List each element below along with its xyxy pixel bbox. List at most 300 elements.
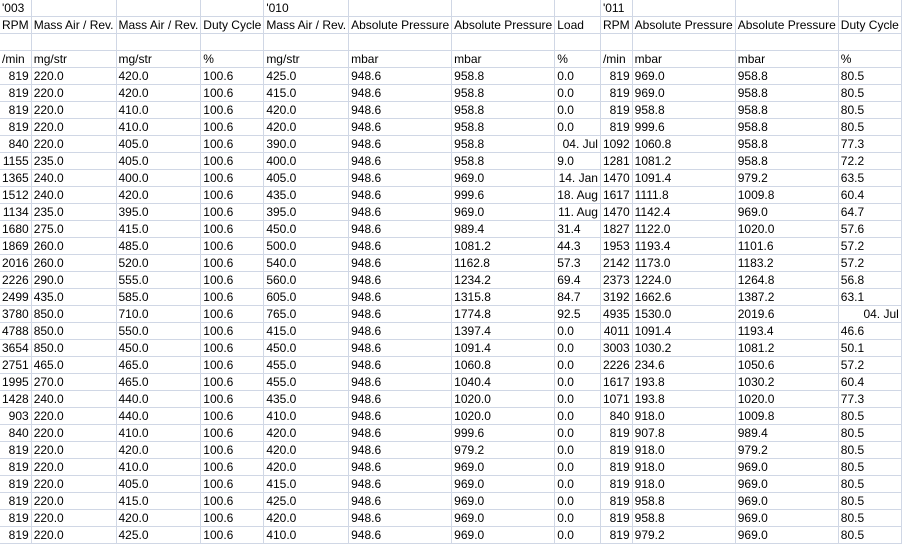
data-cell[interactable]: 948.6 bbox=[349, 459, 452, 476]
data-cell[interactable]: 948.6 bbox=[349, 289, 452, 306]
data-cell[interactable]: 948.6 bbox=[349, 102, 452, 119]
data-cell[interactable]: 235.0 bbox=[31, 153, 116, 170]
data-cell[interactable]: 100.6 bbox=[201, 136, 264, 153]
data-cell[interactable]: 1281 bbox=[600, 153, 632, 170]
data-cell[interactable]: 69.4 bbox=[555, 272, 601, 289]
data-cell[interactable]: 57.2 bbox=[838, 238, 901, 255]
data-cell[interactable]: 850.0 bbox=[31, 340, 116, 357]
data-cell[interactable]: 948.6 bbox=[349, 153, 452, 170]
data-cell[interactable]: 57.2 bbox=[838, 357, 901, 374]
data-cell[interactable]: 405.0 bbox=[264, 170, 349, 187]
data-cell[interactable]: 270.0 bbox=[31, 374, 116, 391]
data-cell[interactable]: 390.0 bbox=[264, 136, 349, 153]
empty-cell[interactable] bbox=[116, 34, 201, 51]
data-cell[interactable]: 80.5 bbox=[838, 68, 901, 85]
data-cell[interactable]: 550.0 bbox=[116, 323, 201, 340]
data-cell[interactable]: 1470 bbox=[600, 170, 632, 187]
empty-cell[interactable] bbox=[632, 34, 735, 51]
data-cell[interactable]: 100.6 bbox=[201, 238, 264, 255]
data-cell[interactable]: 410.0 bbox=[116, 459, 201, 476]
data-cell[interactable]: 500.0 bbox=[264, 238, 349, 255]
data-cell[interactable]: 80.5 bbox=[838, 425, 901, 442]
data-cell[interactable]: 918.0 bbox=[632, 476, 735, 493]
data-cell[interactable]: 64.7 bbox=[838, 204, 901, 221]
data-cell[interactable]: 100.6 bbox=[201, 102, 264, 119]
unit-cell[interactable]: /min bbox=[600, 51, 632, 68]
data-cell[interactable]: 540.0 bbox=[264, 255, 349, 272]
unit-cell[interactable]: mbar bbox=[735, 51, 838, 68]
unit-cell[interactable]: mg/str bbox=[264, 51, 349, 68]
data-cell[interactable]: 80.5 bbox=[838, 476, 901, 493]
data-cell[interactable]: 1020.0 bbox=[452, 391, 555, 408]
data-cell[interactable]: 100.6 bbox=[201, 204, 264, 221]
data-cell[interactable]: 948.6 bbox=[349, 221, 452, 238]
data-cell[interactable]: 1009.8 bbox=[735, 408, 838, 425]
data-cell[interactable]: 1512 bbox=[0, 187, 31, 204]
data-cell[interactable]: 969.0 bbox=[632, 68, 735, 85]
data-cell[interactable]: 100.6 bbox=[201, 255, 264, 272]
group-label-cell[interactable]: '011 bbox=[600, 0, 632, 17]
data-cell[interactable]: 918.0 bbox=[632, 442, 735, 459]
data-cell[interactable]: 100.6 bbox=[201, 340, 264, 357]
data-cell[interactable]: 819 bbox=[600, 102, 632, 119]
data-cell[interactable]: 969.0 bbox=[452, 204, 555, 221]
data-cell[interactable]: 1617 bbox=[600, 187, 632, 204]
data-cell[interactable]: 819 bbox=[0, 85, 31, 102]
unit-cell[interactable]: mbar bbox=[452, 51, 555, 68]
data-cell[interactable]: 969.0 bbox=[452, 476, 555, 493]
data-cell[interactable]: 72.2 bbox=[838, 153, 901, 170]
data-cell[interactable]: 400.0 bbox=[264, 153, 349, 170]
data-cell[interactable]: 819 bbox=[0, 442, 31, 459]
data-cell[interactable]: 819 bbox=[0, 476, 31, 493]
data-cell[interactable]: 948.6 bbox=[349, 119, 452, 136]
data-cell[interactable]: 979.2 bbox=[735, 442, 838, 459]
header-cell[interactable]: Duty Cycle bbox=[201, 17, 264, 34]
data-cell[interactable]: 80.5 bbox=[838, 442, 901, 459]
data-cell[interactable]: 1071 bbox=[600, 391, 632, 408]
data-cell[interactable]: 840 bbox=[0, 136, 31, 153]
data-cell[interactable]: 100.6 bbox=[201, 306, 264, 323]
data-cell[interactable]: 1009.8 bbox=[735, 187, 838, 204]
data-cell[interactable]: 465.0 bbox=[31, 357, 116, 374]
data-cell[interactable]: 1081.2 bbox=[452, 238, 555, 255]
group-label-cell[interactable] bbox=[555, 0, 601, 17]
data-cell[interactable]: 958.8 bbox=[452, 102, 555, 119]
data-cell[interactable]: 415.0 bbox=[116, 221, 201, 238]
data-cell[interactable]: 425.0 bbox=[264, 493, 349, 510]
data-cell[interactable]: 100.6 bbox=[201, 357, 264, 374]
data-cell[interactable]: 450.0 bbox=[264, 221, 349, 238]
data-cell[interactable]: 14. Jan bbox=[555, 170, 601, 187]
data-cell[interactable]: 420.0 bbox=[116, 510, 201, 527]
data-cell[interactable]: 0.0 bbox=[555, 374, 601, 391]
data-cell[interactable]: 50.1 bbox=[838, 340, 901, 357]
data-cell[interactable]: 100.6 bbox=[201, 119, 264, 136]
data-cell[interactable]: 585.0 bbox=[116, 289, 201, 306]
data-cell[interactable]: 1387.2 bbox=[735, 289, 838, 306]
data-cell[interactable]: 1091.4 bbox=[452, 340, 555, 357]
data-cell[interactable]: 455.0 bbox=[264, 357, 349, 374]
data-cell[interactable]: 2142 bbox=[600, 255, 632, 272]
data-cell[interactable]: 100.6 bbox=[201, 527, 264, 544]
data-cell[interactable]: 1040.4 bbox=[452, 374, 555, 391]
data-cell[interactable]: 948.6 bbox=[349, 340, 452, 357]
data-cell[interactable]: 1183.2 bbox=[735, 255, 838, 272]
data-cell[interactable]: 435.0 bbox=[264, 391, 349, 408]
data-cell[interactable]: 819 bbox=[0, 102, 31, 119]
data-cell[interactable]: 958.8 bbox=[735, 85, 838, 102]
data-cell[interactable]: 969.0 bbox=[735, 527, 838, 544]
group-label-cell[interactable] bbox=[116, 0, 201, 17]
group-label-cell[interactable] bbox=[349, 0, 452, 17]
data-cell[interactable]: 1111.8 bbox=[632, 187, 735, 204]
data-cell[interactable]: 999.6 bbox=[632, 119, 735, 136]
data-cell[interactable]: 100.6 bbox=[201, 493, 264, 510]
data-cell[interactable]: 948.6 bbox=[349, 476, 452, 493]
data-cell[interactable]: 2373 bbox=[600, 272, 632, 289]
data-cell[interactable]: 455.0 bbox=[264, 374, 349, 391]
data-cell[interactable]: 84.7 bbox=[555, 289, 601, 306]
unit-cell[interactable]: % bbox=[201, 51, 264, 68]
data-cell[interactable]: 819 bbox=[600, 425, 632, 442]
data-cell[interactable]: 04. Jul bbox=[838, 306, 901, 323]
data-cell[interactable]: 0.0 bbox=[555, 68, 601, 85]
data-cell[interactable]: 969.0 bbox=[735, 204, 838, 221]
data-cell[interactable]: 415.0 bbox=[264, 476, 349, 493]
data-cell[interactable]: 420.0 bbox=[264, 119, 349, 136]
data-cell[interactable]: 44.3 bbox=[555, 238, 601, 255]
empty-cell[interactable] bbox=[31, 34, 116, 51]
data-cell[interactable]: 1397.4 bbox=[452, 323, 555, 340]
empty-cell[interactable] bbox=[452, 34, 555, 51]
data-cell[interactable]: 100.6 bbox=[201, 510, 264, 527]
data-cell[interactable]: 425.0 bbox=[264, 68, 349, 85]
data-cell[interactable]: 400.0 bbox=[116, 170, 201, 187]
data-cell[interactable]: 710.0 bbox=[116, 306, 201, 323]
data-cell[interactable]: 907.8 bbox=[632, 425, 735, 442]
data-cell[interactable]: 1060.8 bbox=[632, 136, 735, 153]
data-cell[interactable]: 948.6 bbox=[349, 408, 452, 425]
data-cell[interactable]: 220.0 bbox=[31, 85, 116, 102]
data-cell[interactable]: 1315.8 bbox=[452, 289, 555, 306]
data-cell[interactable]: 819 bbox=[0, 510, 31, 527]
data-cell[interactable]: 958.8 bbox=[632, 510, 735, 527]
data-cell[interactable]: 485.0 bbox=[116, 238, 201, 255]
data-cell[interactable]: 2226 bbox=[600, 357, 632, 374]
unit-cell[interactable]: mbar bbox=[349, 51, 452, 68]
data-cell[interactable]: 948.6 bbox=[349, 85, 452, 102]
data-cell[interactable]: 193.8 bbox=[632, 391, 735, 408]
data-cell[interactable]: 819 bbox=[600, 85, 632, 102]
data-cell[interactable]: 405.0 bbox=[116, 153, 201, 170]
data-cell[interactable]: 80.5 bbox=[838, 510, 901, 527]
data-cell[interactable]: 1827 bbox=[600, 221, 632, 238]
data-cell[interactable]: 2016 bbox=[0, 255, 31, 272]
data-cell[interactable]: 57.3 bbox=[555, 255, 601, 272]
data-cell[interactable]: 220.0 bbox=[31, 102, 116, 119]
data-cell[interactable]: 240.0 bbox=[31, 187, 116, 204]
data-cell[interactable]: 819 bbox=[600, 476, 632, 493]
data-cell[interactable]: 0.0 bbox=[555, 442, 601, 459]
data-cell[interactable]: 100.6 bbox=[201, 374, 264, 391]
data-cell[interactable]: 80.5 bbox=[838, 102, 901, 119]
data-cell[interactable]: 1020.0 bbox=[735, 221, 838, 238]
data-cell[interactable]: 100.6 bbox=[201, 153, 264, 170]
data-cell[interactable]: 850.0 bbox=[31, 306, 116, 323]
data-cell[interactable]: 80.5 bbox=[838, 119, 901, 136]
data-cell[interactable]: 410.0 bbox=[264, 527, 349, 544]
data-cell[interactable]: 958.8 bbox=[452, 85, 555, 102]
data-cell[interactable]: 1617 bbox=[600, 374, 632, 391]
data-cell[interactable]: 100.6 bbox=[201, 170, 264, 187]
data-cell[interactable]: 435.0 bbox=[264, 187, 349, 204]
data-cell[interactable]: 0.0 bbox=[555, 425, 601, 442]
unit-cell[interactable]: mg/str bbox=[116, 51, 201, 68]
unit-cell[interactable]: /min bbox=[0, 51, 31, 68]
data-cell[interactable]: 100.6 bbox=[201, 425, 264, 442]
data-cell[interactable]: 948.6 bbox=[349, 255, 452, 272]
data-cell[interactable]: 819 bbox=[600, 493, 632, 510]
data-cell[interactable]: 4788 bbox=[0, 323, 31, 340]
group-label-cell[interactable]: '003 bbox=[0, 0, 31, 17]
data-cell[interactable]: 958.8 bbox=[452, 136, 555, 153]
data-cell[interactable]: 979.2 bbox=[452, 442, 555, 459]
data-cell[interactable]: 234.6 bbox=[632, 357, 735, 374]
data-cell[interactable]: 240.0 bbox=[31, 170, 116, 187]
data-cell[interactable]: 80.5 bbox=[838, 527, 901, 544]
data-cell[interactable]: 999.6 bbox=[452, 187, 555, 204]
data-cell[interactable]: 220.0 bbox=[31, 68, 116, 85]
data-cell[interactable]: 819 bbox=[600, 442, 632, 459]
data-cell[interactable]: 60.4 bbox=[838, 187, 901, 204]
data-cell[interactable]: 2019.6 bbox=[735, 306, 838, 323]
empty-cell[interactable] bbox=[349, 34, 452, 51]
data-cell[interactable]: 46.6 bbox=[838, 323, 901, 340]
data-cell[interactable]: 415.0 bbox=[116, 493, 201, 510]
data-cell[interactable]: 1264.8 bbox=[735, 272, 838, 289]
data-cell[interactable]: 80.5 bbox=[838, 493, 901, 510]
header-cell[interactable]: Mass Air / Rev. bbox=[264, 17, 349, 34]
data-cell[interactable]: 04. Jul bbox=[555, 136, 601, 153]
data-cell[interactable]: 100.6 bbox=[201, 221, 264, 238]
data-cell[interactable]: 100.6 bbox=[201, 85, 264, 102]
header-cell[interactable]: Mass Air / Rev. bbox=[116, 17, 201, 34]
empty-cell[interactable] bbox=[735, 34, 838, 51]
data-cell[interactable]: 1953 bbox=[600, 238, 632, 255]
group-label-cell[interactable] bbox=[201, 0, 264, 17]
data-cell[interactable]: 1365 bbox=[0, 170, 31, 187]
data-cell[interactable]: 0.0 bbox=[555, 102, 601, 119]
data-cell[interactable]: 0.0 bbox=[555, 476, 601, 493]
data-cell[interactable]: 948.6 bbox=[349, 374, 452, 391]
group-label-cell[interactable]: '010 bbox=[264, 0, 349, 17]
data-cell[interactable]: 948.6 bbox=[349, 527, 452, 544]
data-cell[interactable]: 420.0 bbox=[264, 425, 349, 442]
data-cell[interactable]: 220.0 bbox=[31, 459, 116, 476]
data-cell[interactable]: 92.5 bbox=[555, 306, 601, 323]
data-cell[interactable]: 850.0 bbox=[31, 323, 116, 340]
data-cell[interactable]: 220.0 bbox=[31, 476, 116, 493]
data-cell[interactable]: 958.8 bbox=[632, 493, 735, 510]
data-cell[interactable]: 100.6 bbox=[201, 187, 264, 204]
header-cell[interactable]: Duty Cycle bbox=[838, 17, 901, 34]
data-cell[interactable]: 948.6 bbox=[349, 306, 452, 323]
data-cell[interactable]: 948.6 bbox=[349, 323, 452, 340]
group-label-cell[interactable] bbox=[632, 0, 735, 17]
data-cell[interactable]: 1193.4 bbox=[632, 238, 735, 255]
data-cell[interactable]: 969.0 bbox=[452, 493, 555, 510]
unit-cell[interactable]: mbar bbox=[632, 51, 735, 68]
header-cell[interactable]: Mass Air / Rev. bbox=[31, 17, 116, 34]
data-cell[interactable]: 60.4 bbox=[838, 374, 901, 391]
data-cell[interactable]: 100.6 bbox=[201, 459, 264, 476]
data-cell[interactable]: 220.0 bbox=[31, 425, 116, 442]
data-cell[interactable]: 275.0 bbox=[31, 221, 116, 238]
data-cell[interactable]: 420.0 bbox=[116, 85, 201, 102]
data-cell[interactable]: 0.0 bbox=[555, 323, 601, 340]
data-cell[interactable]: 948.6 bbox=[349, 68, 452, 85]
data-cell[interactable]: 969.0 bbox=[735, 476, 838, 493]
data-cell[interactable]: 4011 bbox=[600, 323, 632, 340]
data-cell[interactable]: 948.6 bbox=[349, 493, 452, 510]
data-cell[interactable]: 405.0 bbox=[116, 476, 201, 493]
data-cell[interactable]: 958.8 bbox=[452, 153, 555, 170]
data-cell[interactable]: 958.8 bbox=[735, 102, 838, 119]
data-cell[interactable]: 958.8 bbox=[735, 68, 838, 85]
data-cell[interactable]: 819 bbox=[0, 527, 31, 544]
data-cell[interactable]: 3003 bbox=[600, 340, 632, 357]
data-cell[interactable]: 979.2 bbox=[735, 170, 838, 187]
data-cell[interactable]: 958.8 bbox=[735, 119, 838, 136]
data-cell[interactable]: 415.0 bbox=[264, 85, 349, 102]
data-cell[interactable]: 1030.2 bbox=[735, 374, 838, 391]
data-cell[interactable]: 819 bbox=[600, 119, 632, 136]
data-cell[interactable]: 948.6 bbox=[349, 272, 452, 289]
group-label-cell[interactable] bbox=[452, 0, 555, 17]
data-cell[interactable]: 1134 bbox=[0, 204, 31, 221]
data-cell[interactable]: 220.0 bbox=[31, 510, 116, 527]
data-cell[interactable]: 100.6 bbox=[201, 391, 264, 408]
data-cell[interactable]: 465.0 bbox=[116, 357, 201, 374]
data-cell[interactable]: 989.4 bbox=[735, 425, 838, 442]
data-cell[interactable]: 1173.0 bbox=[632, 255, 735, 272]
unit-cell[interactable]: % bbox=[555, 51, 601, 68]
data-cell[interactable]: 958.8 bbox=[452, 68, 555, 85]
header-cell[interactable]: Load bbox=[555, 17, 601, 34]
data-cell[interactable]: 1470 bbox=[600, 204, 632, 221]
data-cell[interactable]: 969.0 bbox=[735, 510, 838, 527]
data-cell[interactable]: 969.0 bbox=[452, 459, 555, 476]
data-cell[interactable]: 410.0 bbox=[116, 119, 201, 136]
data-cell[interactable]: 100.6 bbox=[201, 442, 264, 459]
data-cell[interactable]: 100.6 bbox=[201, 476, 264, 493]
data-cell[interactable]: 958.8 bbox=[735, 136, 838, 153]
data-cell[interactable]: 948.6 bbox=[349, 136, 452, 153]
header-cell[interactable]: RPM bbox=[0, 17, 31, 34]
data-cell[interactable]: 395.0 bbox=[116, 204, 201, 221]
data-cell[interactable]: 819 bbox=[0, 459, 31, 476]
data-cell[interactable]: 260.0 bbox=[31, 255, 116, 272]
data-cell[interactable]: 819 bbox=[600, 510, 632, 527]
data-cell[interactable]: 0.0 bbox=[555, 340, 601, 357]
data-cell[interactable]: 520.0 bbox=[116, 255, 201, 272]
data-cell[interactable]: 1995 bbox=[0, 374, 31, 391]
data-cell[interactable]: 840 bbox=[0, 425, 31, 442]
data-cell[interactable]: 989.4 bbox=[452, 221, 555, 238]
data-cell[interactable]: 415.0 bbox=[264, 323, 349, 340]
data-cell[interactable]: 56.8 bbox=[838, 272, 901, 289]
data-cell[interactable]: 840 bbox=[600, 408, 632, 425]
data-cell[interactable]: 948.6 bbox=[349, 442, 452, 459]
data-cell[interactable]: 57.6 bbox=[838, 221, 901, 238]
data-cell[interactable]: 819 bbox=[0, 68, 31, 85]
data-cell[interactable]: 1142.4 bbox=[632, 204, 735, 221]
data-cell[interactable]: 4935 bbox=[600, 306, 632, 323]
data-cell[interactable]: 1193.4 bbox=[735, 323, 838, 340]
data-cell[interactable]: 605.0 bbox=[264, 289, 349, 306]
data-cell[interactable]: 420.0 bbox=[264, 102, 349, 119]
data-cell[interactable]: 1020.0 bbox=[735, 391, 838, 408]
data-cell[interactable]: 220.0 bbox=[31, 408, 116, 425]
data-cell[interactable]: 979.2 bbox=[632, 527, 735, 544]
data-cell[interactable]: 63.1 bbox=[838, 289, 901, 306]
data-cell[interactable]: 1122.0 bbox=[632, 221, 735, 238]
data-cell[interactable]: 100.6 bbox=[201, 272, 264, 289]
data-cell[interactable]: 77.3 bbox=[838, 391, 901, 408]
data-cell[interactable]: 420.0 bbox=[116, 68, 201, 85]
data-cell[interactable]: 999.6 bbox=[452, 425, 555, 442]
data-cell[interactable]: 3780 bbox=[0, 306, 31, 323]
data-cell[interactable]: 0.0 bbox=[555, 510, 601, 527]
data-cell[interactable]: 918.0 bbox=[632, 459, 735, 476]
data-cell[interactable]: 420.0 bbox=[264, 442, 349, 459]
data-cell[interactable]: 1060.8 bbox=[452, 357, 555, 374]
data-cell[interactable]: 410.0 bbox=[264, 408, 349, 425]
unit-cell[interactable]: mg/str bbox=[31, 51, 116, 68]
header-cell[interactable]: Absolute Pressure bbox=[349, 17, 452, 34]
data-cell[interactable]: 948.6 bbox=[349, 204, 452, 221]
data-cell[interactable]: 0.0 bbox=[555, 119, 601, 136]
data-cell[interactable]: 765.0 bbox=[264, 306, 349, 323]
data-cell[interactable]: 948.6 bbox=[349, 391, 452, 408]
data-cell[interactable]: 220.0 bbox=[31, 119, 116, 136]
data-cell[interactable]: 948.6 bbox=[349, 510, 452, 527]
data-cell[interactable]: 420.0 bbox=[116, 442, 201, 459]
data-cell[interactable]: 0.0 bbox=[555, 357, 601, 374]
data-cell[interactable]: 420.0 bbox=[264, 510, 349, 527]
data-cell[interactable]: 2751 bbox=[0, 357, 31, 374]
data-cell[interactable]: 819 bbox=[0, 493, 31, 510]
data-cell[interactable]: 958.8 bbox=[452, 119, 555, 136]
data-cell[interactable]: 1155 bbox=[0, 153, 31, 170]
data-cell[interactable]: 290.0 bbox=[31, 272, 116, 289]
data-cell[interactable]: 440.0 bbox=[116, 391, 201, 408]
data-cell[interactable]: 555.0 bbox=[116, 272, 201, 289]
data-cell[interactable]: 1091.4 bbox=[632, 170, 735, 187]
data-cell[interactable]: 31.4 bbox=[555, 221, 601, 238]
empty-cell[interactable] bbox=[201, 34, 264, 51]
data-cell[interactable]: 969.0 bbox=[452, 510, 555, 527]
data-cell[interactable]: 1234.2 bbox=[452, 272, 555, 289]
data-cell[interactable]: 465.0 bbox=[116, 374, 201, 391]
data-cell[interactable]: 958.8 bbox=[632, 102, 735, 119]
data-cell[interactable]: 450.0 bbox=[264, 340, 349, 357]
data-cell[interactable]: 220.0 bbox=[31, 442, 116, 459]
data-cell[interactable]: 948.6 bbox=[349, 238, 452, 255]
empty-cell[interactable] bbox=[838, 34, 901, 51]
data-cell[interactable]: 395.0 bbox=[264, 204, 349, 221]
